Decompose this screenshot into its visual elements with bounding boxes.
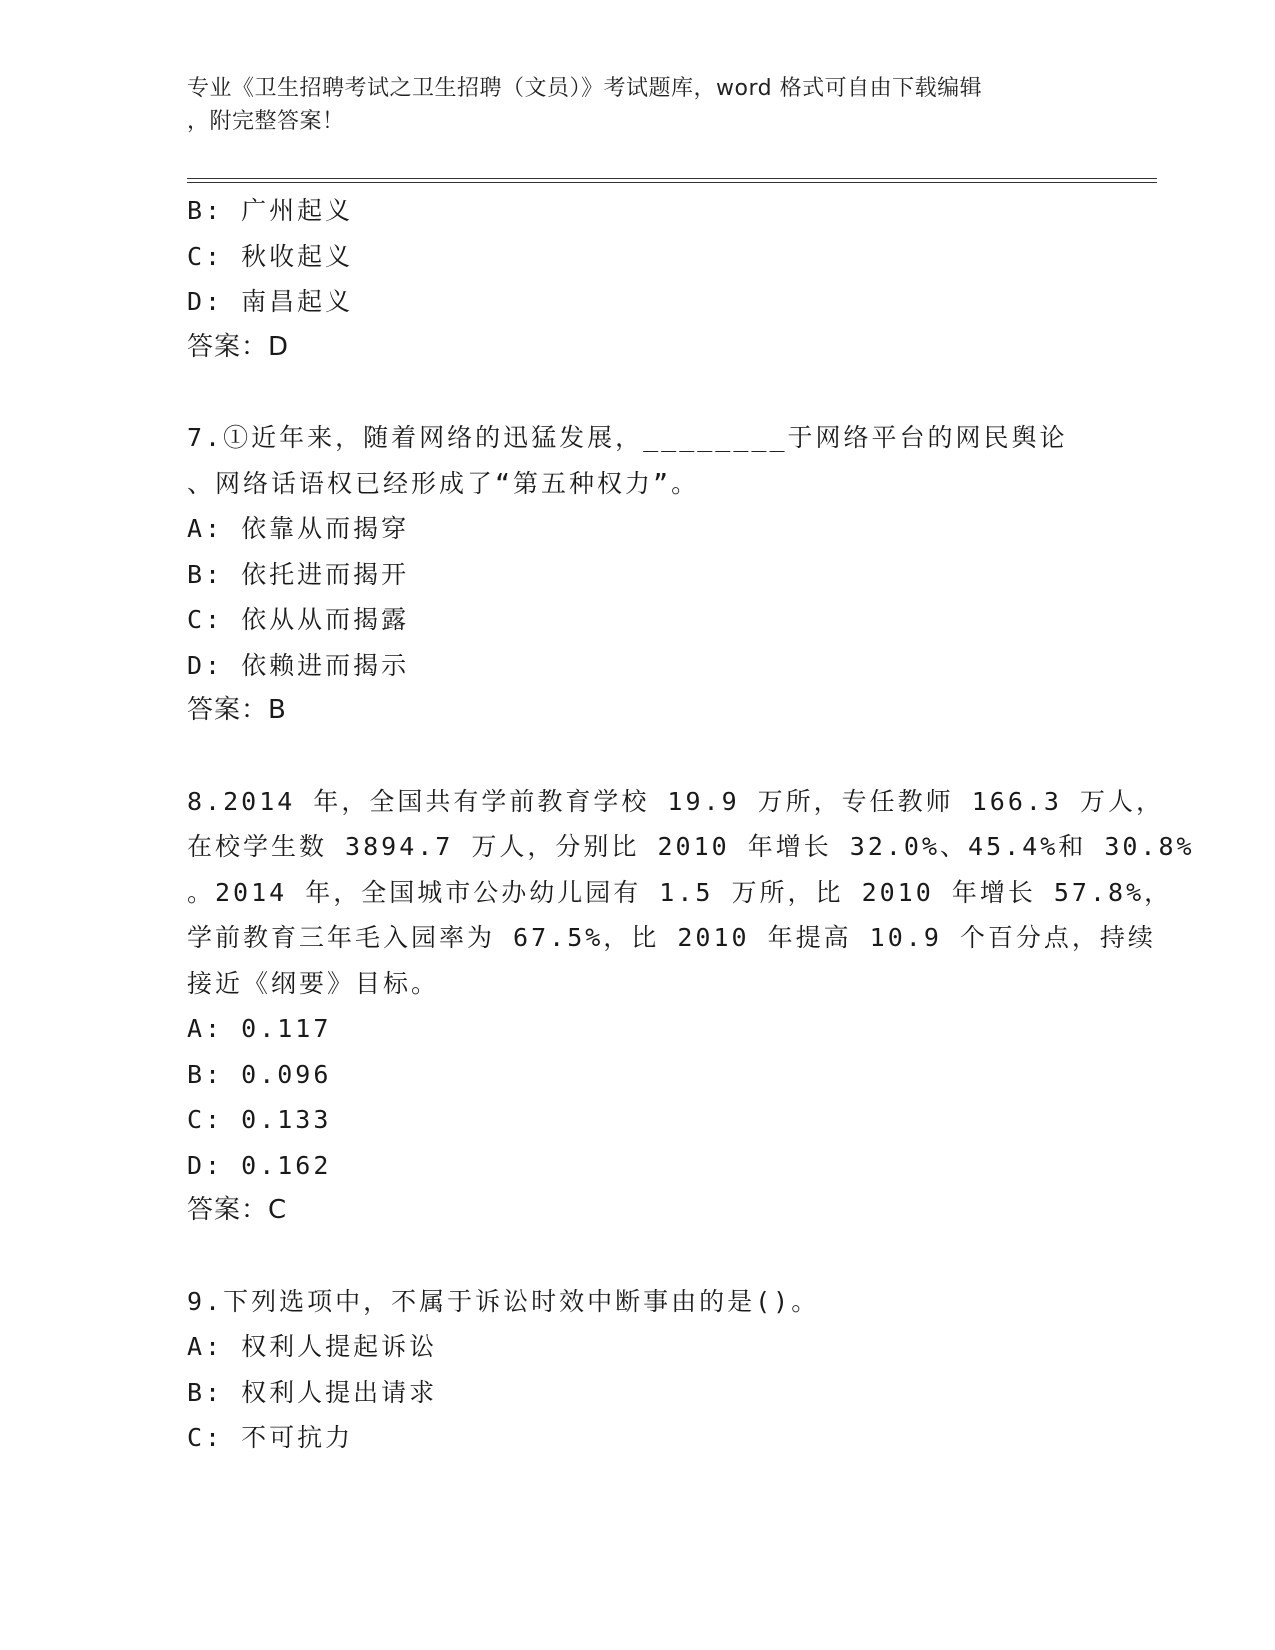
question-stem-line: 、网络话语权已经形成了“第五种权力”。 [187, 468, 700, 498]
option-b: B: 权利人提出请求 [187, 1377, 438, 1407]
option-d: D: 依赖进而揭示 [187, 650, 410, 680]
question-stem-line: 。2014 年，全国城市公办幼儿园有 1.5 万所，比 2010 年增长 57.8%， [187, 877, 1173, 907]
option-a: A: 0.117 [187, 1014, 332, 1043]
question-stem-line: 8.2014 年，全国共有学前教育学校 19.9 万所，专任教师 166.3 万人， [187, 786, 1165, 816]
header-double-rule [187, 178, 1157, 183]
option-b: B: 0.096 [187, 1059, 332, 1089]
question-7 [187, 415, 1087, 734]
option-b: B: 广州起义 [187, 196, 354, 225]
option-a: A: 依靠从而揭穿 [187, 514, 410, 543]
answer: 答案：B [187, 695, 287, 725]
page-header [187, 72, 1067, 138]
option-c: C: 秋收起义 [187, 241, 354, 271]
answer: 答案：D [187, 331, 290, 362]
question-8 [187, 779, 1195, 1234]
option-c: C: 不可抗力 [187, 1423, 354, 1452]
answer: 答案：C [187, 1195, 288, 1225]
question-stem-line: 接近《纲要》目标。 [187, 968, 440, 998]
option-c: C: 依从从而揭露 [187, 605, 410, 634]
question-content [187, 188, 1195, 1461]
question-9 [187, 1279, 1087, 1461]
question-stem-line: 7.①近年来，随着网络的迅猛发展，________于网络平台的网民舆论 [187, 423, 1068, 452]
question-6 [187, 188, 1087, 370]
header-line-1: 专业《卫生招聘考试之卫生招聘（文员）》考试题库，word 格式可自由下载编辑 [187, 76, 983, 101]
option-d: D: 南昌起义 [187, 287, 354, 316]
question-stem-line: 学前教育三年毛入园率为 67.5%，比 2010 年提高 10.9 个百分点，持续 [187, 923, 1156, 952]
option-b: B: 依托进而揭开 [187, 559, 410, 589]
option-d: D: 0.162 [187, 1150, 332, 1180]
header-line-2: ，附完整答案！ [187, 109, 345, 134]
option-a: A: 权利人提起诉讼 [187, 1332, 438, 1361]
question-stem-line: 9.下列选项中，不属于诉讼时效中断事由的是()。 [187, 1286, 820, 1316]
question-stem-line: 在校学生数 3894.7 万人，分别比 2010 年增长 32.0%、45.4%和 30.8% [187, 832, 1195, 861]
option-c: C: 0.133 [187, 1105, 332, 1134]
